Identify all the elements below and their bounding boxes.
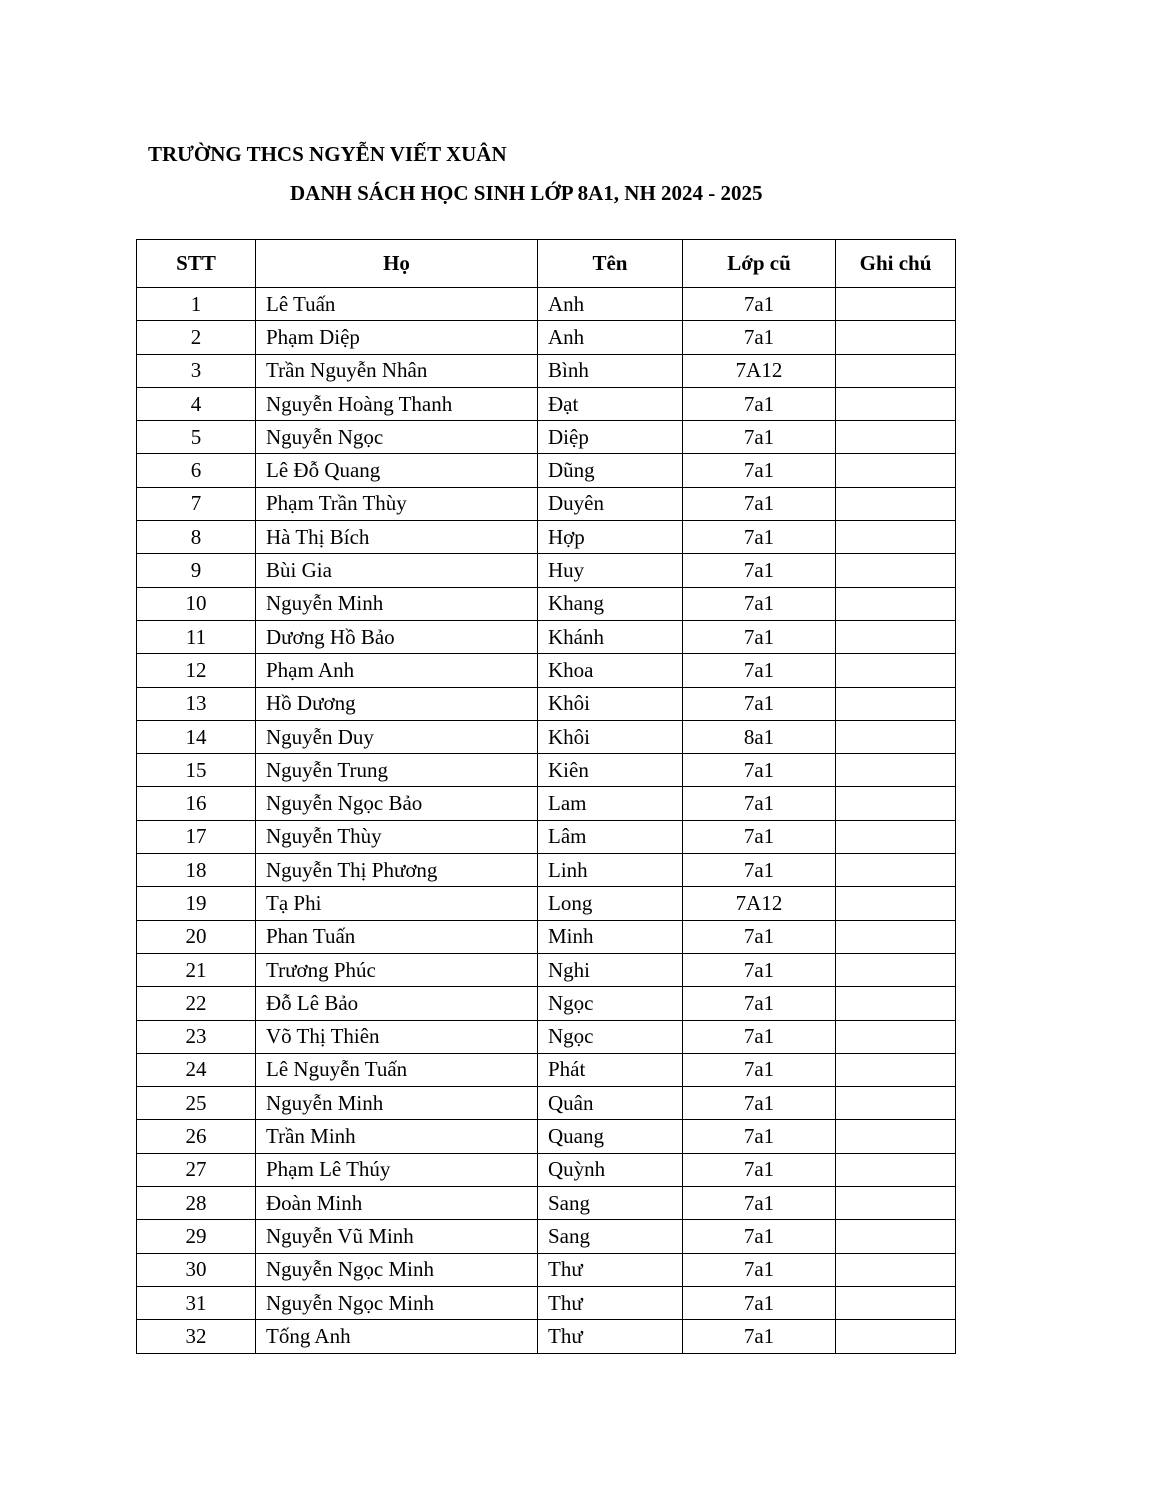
cell-ten: Bình xyxy=(538,354,683,387)
cell-stt: 1 xyxy=(137,288,256,321)
cell-ghi-chu xyxy=(836,1120,956,1153)
cell-stt: 30 xyxy=(137,1253,256,1286)
cell-ten: Hợp xyxy=(538,521,683,554)
cell-stt: 28 xyxy=(137,1187,256,1220)
cell-stt: 7 xyxy=(137,487,256,520)
cell-ghi-chu xyxy=(836,387,956,420)
table-row xyxy=(137,1087,956,1120)
cell-ten: Anh xyxy=(538,288,683,321)
cell-stt: 27 xyxy=(137,1153,256,1186)
cell-stt: 5 xyxy=(137,421,256,454)
cell-lop-cu: 7a1 xyxy=(683,654,836,687)
table-row xyxy=(137,387,956,420)
cell-ten: Quỳnh xyxy=(538,1153,683,1186)
cell-stt: 22 xyxy=(137,987,256,1020)
table-row xyxy=(137,620,956,653)
cell-ghi-chu xyxy=(836,1220,956,1253)
table-row xyxy=(137,654,956,687)
cell-lop-cu: 7a1 xyxy=(683,1120,836,1153)
cell-lop-cu: 7a1 xyxy=(683,288,836,321)
cell-ho: Bùi Gia xyxy=(256,554,538,587)
cell-lop-cu: 7a1 xyxy=(683,321,836,354)
cell-ghi-chu xyxy=(836,953,956,986)
cell-ghi-chu xyxy=(836,987,956,1020)
cell-ten: Phát xyxy=(538,1053,683,1086)
cell-ten: Khoa xyxy=(538,654,683,687)
cell-stt: 17 xyxy=(137,820,256,853)
cell-lop-cu: 7a1 xyxy=(683,1020,836,1053)
table-row xyxy=(137,887,956,920)
cell-ho: Dương Hồ Bảo xyxy=(256,620,538,653)
cell-stt: 13 xyxy=(137,687,256,720)
table-row xyxy=(137,421,956,454)
cell-lop-cu: 7a1 xyxy=(683,454,836,487)
table-row xyxy=(137,554,956,587)
cell-lop-cu: 7a1 xyxy=(683,820,836,853)
cell-ho: Tạ Phi xyxy=(256,887,538,920)
cell-ho: Võ Thị Thiên xyxy=(256,1020,538,1053)
cell-ho: Nguyễn Duy xyxy=(256,720,538,753)
cell-ho: Trần Nguyễn Nhân xyxy=(256,354,538,387)
cell-stt: 26 xyxy=(137,1120,256,1153)
table-row xyxy=(137,920,956,953)
cell-ghi-chu xyxy=(836,1320,956,1353)
cell-ten: Đạt xyxy=(538,387,683,420)
cell-ho: Hà Thị Bích xyxy=(256,521,538,554)
table-row xyxy=(137,953,956,986)
cell-ghi-chu xyxy=(836,887,956,920)
cell-lop-cu: 7a1 xyxy=(683,1286,836,1319)
table-row xyxy=(137,1320,956,1353)
cell-ten: Thư xyxy=(538,1286,683,1319)
cell-ten: Khôi xyxy=(538,687,683,720)
document-title: DANH SÁCH HỌC SINH LỚP 8A1, NH 2024 - 2025 xyxy=(290,181,763,205)
cell-ten: Kiên xyxy=(538,754,683,787)
cell-lop-cu: 7a1 xyxy=(683,487,836,520)
cell-ho: Trương Phúc xyxy=(256,953,538,986)
cell-lop-cu: 8a1 xyxy=(683,720,836,753)
cell-stt: 11 xyxy=(137,620,256,653)
cell-ten: Long xyxy=(538,887,683,920)
cell-ghi-chu xyxy=(836,587,956,620)
cell-stt: 8 xyxy=(137,521,256,554)
cell-ghi-chu xyxy=(836,1087,956,1120)
cell-lop-cu: 7a1 xyxy=(683,754,836,787)
cell-ghi-chu xyxy=(836,454,956,487)
table-row xyxy=(137,754,956,787)
cell-ghi-chu xyxy=(836,654,956,687)
cell-ten: Thư xyxy=(538,1253,683,1286)
cell-lop-cu: 7A12 xyxy=(683,354,836,387)
cell-lop-cu: 7a1 xyxy=(683,1253,836,1286)
cell-stt: 25 xyxy=(137,1087,256,1120)
cell-lop-cu: 7a1 xyxy=(683,387,836,420)
cell-ho: Nguyễn Ngọc Minh xyxy=(256,1253,538,1286)
cell-ho: Nguyễn Trung xyxy=(256,754,538,787)
cell-ho: Nguyễn Ngọc xyxy=(256,421,538,454)
table-row xyxy=(137,454,956,487)
cell-lop-cu: 7a1 xyxy=(683,554,836,587)
cell-lop-cu: 7a1 xyxy=(683,987,836,1020)
table-row xyxy=(137,1020,956,1053)
cell-lop-cu: 7A12 xyxy=(683,887,836,920)
cell-ho: Nguyễn Ngọc Bảo xyxy=(256,787,538,820)
cell-ghi-chu xyxy=(836,487,956,520)
table-row xyxy=(137,820,956,853)
cell-ten: Duyên xyxy=(538,487,683,520)
cell-ho: Nguyễn Minh xyxy=(256,587,538,620)
cell-stt: 6 xyxy=(137,454,256,487)
cell-ten: Lâm xyxy=(538,820,683,853)
cell-ghi-chu xyxy=(836,1153,956,1186)
cell-lop-cu: 7a1 xyxy=(683,587,836,620)
cell-ten: Ngọc xyxy=(538,1020,683,1053)
table-row xyxy=(137,687,956,720)
cell-ghi-chu xyxy=(836,787,956,820)
cell-ho: Phan Tuấn xyxy=(256,920,538,953)
cell-lop-cu: 7a1 xyxy=(683,1087,836,1120)
cell-lop-cu: 7a1 xyxy=(683,687,836,720)
cell-ghi-chu xyxy=(836,920,956,953)
cell-stt: 18 xyxy=(137,854,256,887)
table-header xyxy=(137,240,956,288)
cell-ghi-chu xyxy=(836,1253,956,1286)
table-row xyxy=(137,1187,956,1220)
cell-ghi-chu xyxy=(836,554,956,587)
cell-ho: Phạm Trần Thùy xyxy=(256,487,538,520)
cell-lop-cu: 7a1 xyxy=(683,787,836,820)
cell-stt: 15 xyxy=(137,754,256,787)
table-row xyxy=(137,1286,956,1319)
cell-ten: Quang xyxy=(538,1120,683,1153)
table-row xyxy=(137,321,956,354)
cell-stt: 14 xyxy=(137,720,256,753)
table-row xyxy=(137,487,956,520)
cell-ho: Lê Nguyễn Tuấn xyxy=(256,1053,538,1086)
cell-ghi-chu xyxy=(836,1053,956,1086)
cell-lop-cu: 7a1 xyxy=(683,1187,836,1220)
cell-ghi-chu xyxy=(836,620,956,653)
cell-ten: Huy xyxy=(538,554,683,587)
cell-stt: 24 xyxy=(137,1053,256,1086)
cell-ten: Khánh xyxy=(538,620,683,653)
cell-ten: Dũng xyxy=(538,454,683,487)
cell-ghi-chu xyxy=(836,1187,956,1220)
cell-stt: 23 xyxy=(137,1020,256,1053)
cell-stt: 2 xyxy=(137,321,256,354)
cell-stt: 21 xyxy=(137,953,256,986)
table-row xyxy=(137,354,956,387)
cell-ho: Đỗ Lê Bảo xyxy=(256,987,538,1020)
cell-ten: Khang xyxy=(538,587,683,620)
table-row xyxy=(137,1053,956,1086)
cell-stt: 16 xyxy=(137,787,256,820)
cell-ten: Quân xyxy=(538,1087,683,1120)
cell-ten: Thư xyxy=(538,1320,683,1353)
cell-stt: 9 xyxy=(137,554,256,587)
student-table xyxy=(136,239,956,1354)
cell-ho: Nguyễn Thùy xyxy=(256,820,538,853)
column-header-lop-cu: Lớp cũ xyxy=(683,240,836,288)
cell-ghi-chu xyxy=(836,687,956,720)
cell-stt: 12 xyxy=(137,654,256,687)
table-row xyxy=(137,787,956,820)
cell-ten: Sang xyxy=(538,1220,683,1253)
cell-ho: Trần Minh xyxy=(256,1120,538,1153)
cell-stt: 31 xyxy=(137,1286,256,1319)
cell-ghi-chu xyxy=(836,820,956,853)
cell-stt: 32 xyxy=(137,1320,256,1353)
cell-ghi-chu xyxy=(836,521,956,554)
cell-ten: Khôi xyxy=(538,720,683,753)
cell-ho: Phạm Anh xyxy=(256,654,538,687)
cell-ho: Nguyễn Hoàng Thanh xyxy=(256,387,538,420)
cell-ten: Anh xyxy=(538,321,683,354)
cell-stt: 20 xyxy=(137,920,256,953)
cell-ho: Tống Anh xyxy=(256,1320,538,1353)
table-row xyxy=(137,1153,956,1186)
cell-ho: Hồ Dương xyxy=(256,687,538,720)
table-row xyxy=(137,288,956,321)
cell-lop-cu: 7a1 xyxy=(683,1053,836,1086)
cell-lop-cu: 7a1 xyxy=(683,620,836,653)
cell-ghi-chu xyxy=(836,354,956,387)
table-row xyxy=(137,720,956,753)
cell-ghi-chu xyxy=(836,754,956,787)
cell-ho: Nguyễn Vũ Minh xyxy=(256,1220,538,1253)
table-body xyxy=(137,288,956,1354)
cell-ten: Minh xyxy=(538,920,683,953)
table-row xyxy=(137,987,956,1020)
column-header-ten: Tên xyxy=(538,240,683,288)
cell-stt: 19 xyxy=(137,887,256,920)
cell-ten: Ngọc xyxy=(538,987,683,1020)
cell-stt: 3 xyxy=(137,354,256,387)
cell-ten: Linh xyxy=(538,854,683,887)
cell-ho: Lê Tuấn xyxy=(256,288,538,321)
cell-ten: Diệp xyxy=(538,421,683,454)
cell-lop-cu: 7a1 xyxy=(683,854,836,887)
column-header-stt: STT xyxy=(137,240,256,288)
cell-lop-cu: 7a1 xyxy=(683,1320,836,1353)
cell-stt: 10 xyxy=(137,587,256,620)
cell-ten: Nghi xyxy=(538,953,683,986)
cell-ghi-chu xyxy=(836,1286,956,1319)
column-header-ghi-chu: Ghi chú xyxy=(836,240,956,288)
cell-ho: Phạm Lê Thúy xyxy=(256,1153,538,1186)
cell-ghi-chu xyxy=(836,1020,956,1053)
table-row xyxy=(137,854,956,887)
cell-lop-cu: 7a1 xyxy=(683,953,836,986)
cell-ghi-chu xyxy=(836,321,956,354)
table-row xyxy=(137,1220,956,1253)
school-name: TRƯỜNG THCS NGYỄN VIẾT XUÂN xyxy=(148,142,507,166)
header-row xyxy=(137,240,956,288)
cell-lop-cu: 7a1 xyxy=(683,1220,836,1253)
cell-ho: Nguyễn Ngọc Minh xyxy=(256,1286,538,1319)
cell-ho: Lê Đỗ Quang xyxy=(256,454,538,487)
cell-stt: 29 xyxy=(137,1220,256,1253)
cell-ho: Đoàn Minh xyxy=(256,1187,538,1220)
cell-ho: Nguyễn Minh xyxy=(256,1087,538,1120)
cell-ghi-chu xyxy=(836,854,956,887)
table-row xyxy=(137,1120,956,1153)
table-row xyxy=(137,587,956,620)
cell-ho: Nguyễn Thị Phương xyxy=(256,854,538,887)
cell-lop-cu: 7a1 xyxy=(683,521,836,554)
cell-ghi-chu xyxy=(836,288,956,321)
table-row xyxy=(137,521,956,554)
cell-ghi-chu xyxy=(836,421,956,454)
cell-lop-cu: 7a1 xyxy=(683,421,836,454)
cell-lop-cu: 7a1 xyxy=(683,1153,836,1186)
cell-ten: Sang xyxy=(538,1187,683,1220)
cell-ghi-chu xyxy=(836,720,956,753)
table-row xyxy=(137,1253,956,1286)
cell-lop-cu: 7a1 xyxy=(683,920,836,953)
cell-stt: 4 xyxy=(137,387,256,420)
column-header-ho: Họ xyxy=(256,240,538,288)
cell-ten: Lam xyxy=(538,787,683,820)
cell-ho: Phạm Diệp xyxy=(256,321,538,354)
